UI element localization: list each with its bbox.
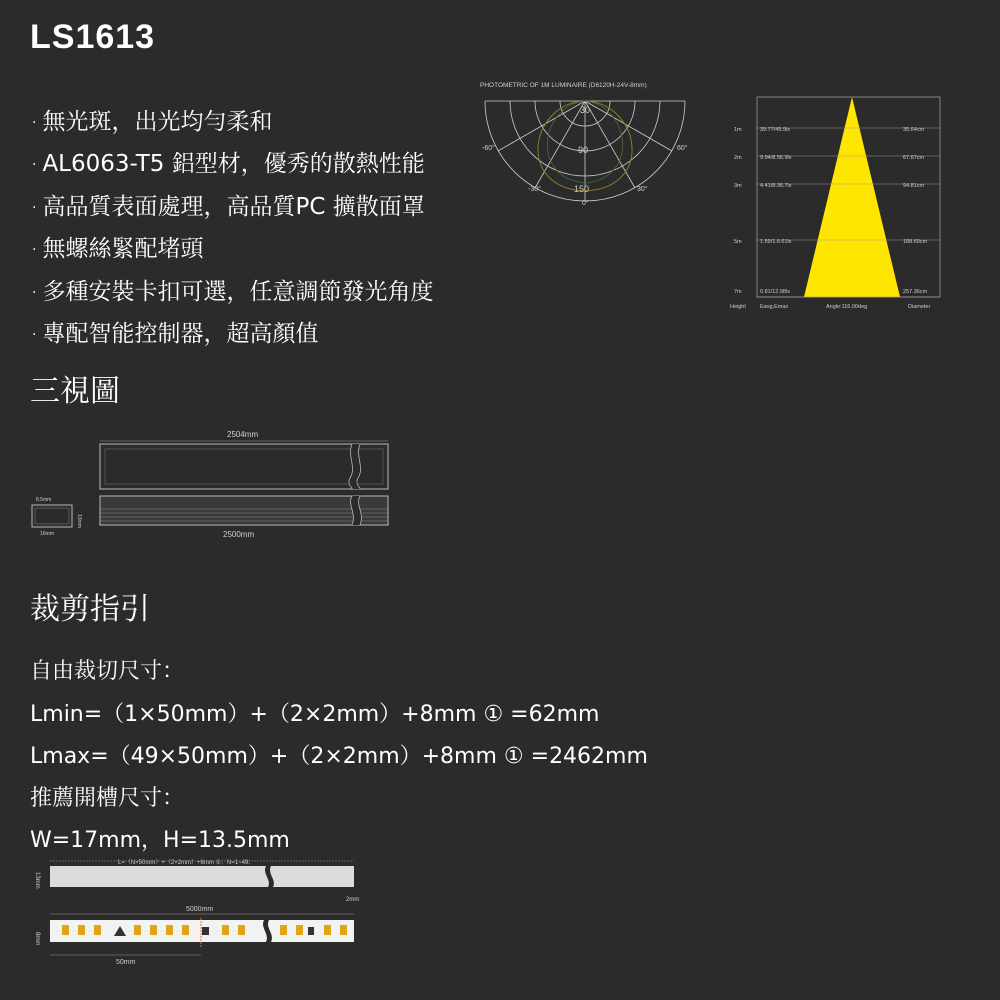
feature-text: AL6063-T5 鋁型材，優秀的散熱性能	[42, 151, 425, 177]
free-cut-label: 自由裁切尺寸：	[30, 659, 185, 684]
angle-label: -60°	[482, 145, 495, 152]
angle-label: 30°	[637, 186, 648, 193]
feature-item	[32, 234, 203, 265]
cone-diameter: 188.69cm	[903, 239, 928, 245]
light-cone-diagram	[728, 94, 943, 316]
cone-height: 7m	[734, 289, 742, 295]
bullet-dot: ·	[32, 156, 37, 173]
angle-label: 0°	[582, 200, 589, 207]
lmin-formula: Lmin=（1×50mm）+（2×2mm）+8mm ① =62mm	[30, 702, 600, 727]
cone-value: 39.77/45.9lx	[760, 127, 790, 133]
product-title: LS1613	[30, 18, 156, 56]
top-view-outline	[100, 444, 388, 489]
gap-dim: 2mm	[346, 897, 360, 903]
cone-footer-diameter: Diameter	[908, 304, 931, 310]
feature-text: 無光斑，出光均勻柔和	[42, 109, 273, 135]
slot-size: W=17mm，H=13.5mm	[30, 828, 290, 853]
cone-value: 9.94/8.56.9lx	[760, 155, 792, 161]
cone-footer-value: Eavg,Emax	[760, 304, 789, 310]
lmax-formula: Lmax=（49×50mm）+（2×2mm）+8mm ① =2462mm	[30, 744, 648, 769]
cone-height: 3m	[734, 183, 742, 189]
profile-body	[50, 866, 354, 887]
bullet-dot: ·	[32, 284, 37, 301]
bullet-dot: ·	[32, 241, 37, 258]
section-width-dim: 16mm	[40, 531, 54, 537]
strip-length-dim: 5000mm	[186, 906, 214, 913]
side-view-outline	[100, 496, 388, 525]
recommend-label: 推薦開槽尺寸：	[30, 786, 185, 811]
cone-diameter: 67.67cm	[903, 155, 925, 161]
feature-item	[32, 192, 425, 223]
end-section-view	[32, 497, 82, 537]
feature-text: 無螺絲緊配堵頭	[42, 236, 204, 262]
cone-diameter: 35.64cm	[903, 127, 925, 133]
cone-value: 4.41/8.36.7lx	[760, 183, 792, 189]
feature-item	[32, 319, 318, 350]
feature-text: 多種安裝卡扣可選，任意調節發光角度	[42, 279, 434, 305]
feature-text: 高品質表面處理，高品質PC 擴散面罩	[42, 194, 425, 220]
strip-cut-diagram	[28, 852, 373, 977]
photometric-polar-diagram	[470, 78, 700, 208]
cone-height: 2m	[734, 155, 742, 161]
cone-value: 0.81/12.98lx	[760, 289, 790, 295]
bullet-dot: ·	[32, 114, 37, 131]
cone-diameter: 257.36cm	[903, 289, 928, 295]
angle-label: 60°	[677, 145, 688, 152]
cone-height: 5m	[734, 239, 742, 245]
section-inner-dim: 8.5mm	[36, 497, 52, 503]
bullet-dot: ·	[32, 326, 37, 343]
cone-value: 1.59/1.6.61lx	[760, 239, 792, 245]
radial-label: 30	[580, 105, 591, 115]
light-cone-shape	[804, 97, 900, 297]
profile-height-dim: 13mm	[34, 872, 40, 889]
three-view-heading: 三視圖	[30, 374, 120, 409]
pitch-dim: 50mm	[116, 959, 136, 966]
bullet-dot: ·	[32, 199, 37, 216]
radial-label: 150	[574, 184, 590, 194]
feature-item	[32, 149, 425, 180]
three-view-drawing	[26, 425, 396, 550]
cutting-guide-heading: 裁剪指引	[30, 592, 150, 627]
length-formula: L=（N×50mm）+（2×2mm）+8mm ①；N=1~49；	[118, 860, 255, 866]
section-height-dim: 13mm	[76, 514, 82, 528]
top-length-dim: 2504mm	[227, 430, 259, 439]
cone-height: 1m	[734, 127, 742, 133]
feature-item	[32, 277, 433, 308]
feature-item	[32, 107, 272, 138]
strip-height-dim: 8mm	[34, 932, 40, 946]
feature-text: 專配智能控制器，超高顏值	[42, 321, 319, 347]
photometric-title: PHOTOMETRIC OF 1M LUMINAIRE (D6120H-24V-8mm)	[480, 82, 647, 89]
cone-footer-angle: Angle:116.00deg	[826, 304, 868, 310]
cone-footer-height: Height	[730, 304, 746, 310]
radial-label: 90	[578, 145, 589, 155]
cone-diameter: 94.81cm	[903, 183, 925, 189]
angle-label: -30°	[528, 186, 541, 193]
bottom-length-dim: 2500mm	[223, 530, 255, 539]
